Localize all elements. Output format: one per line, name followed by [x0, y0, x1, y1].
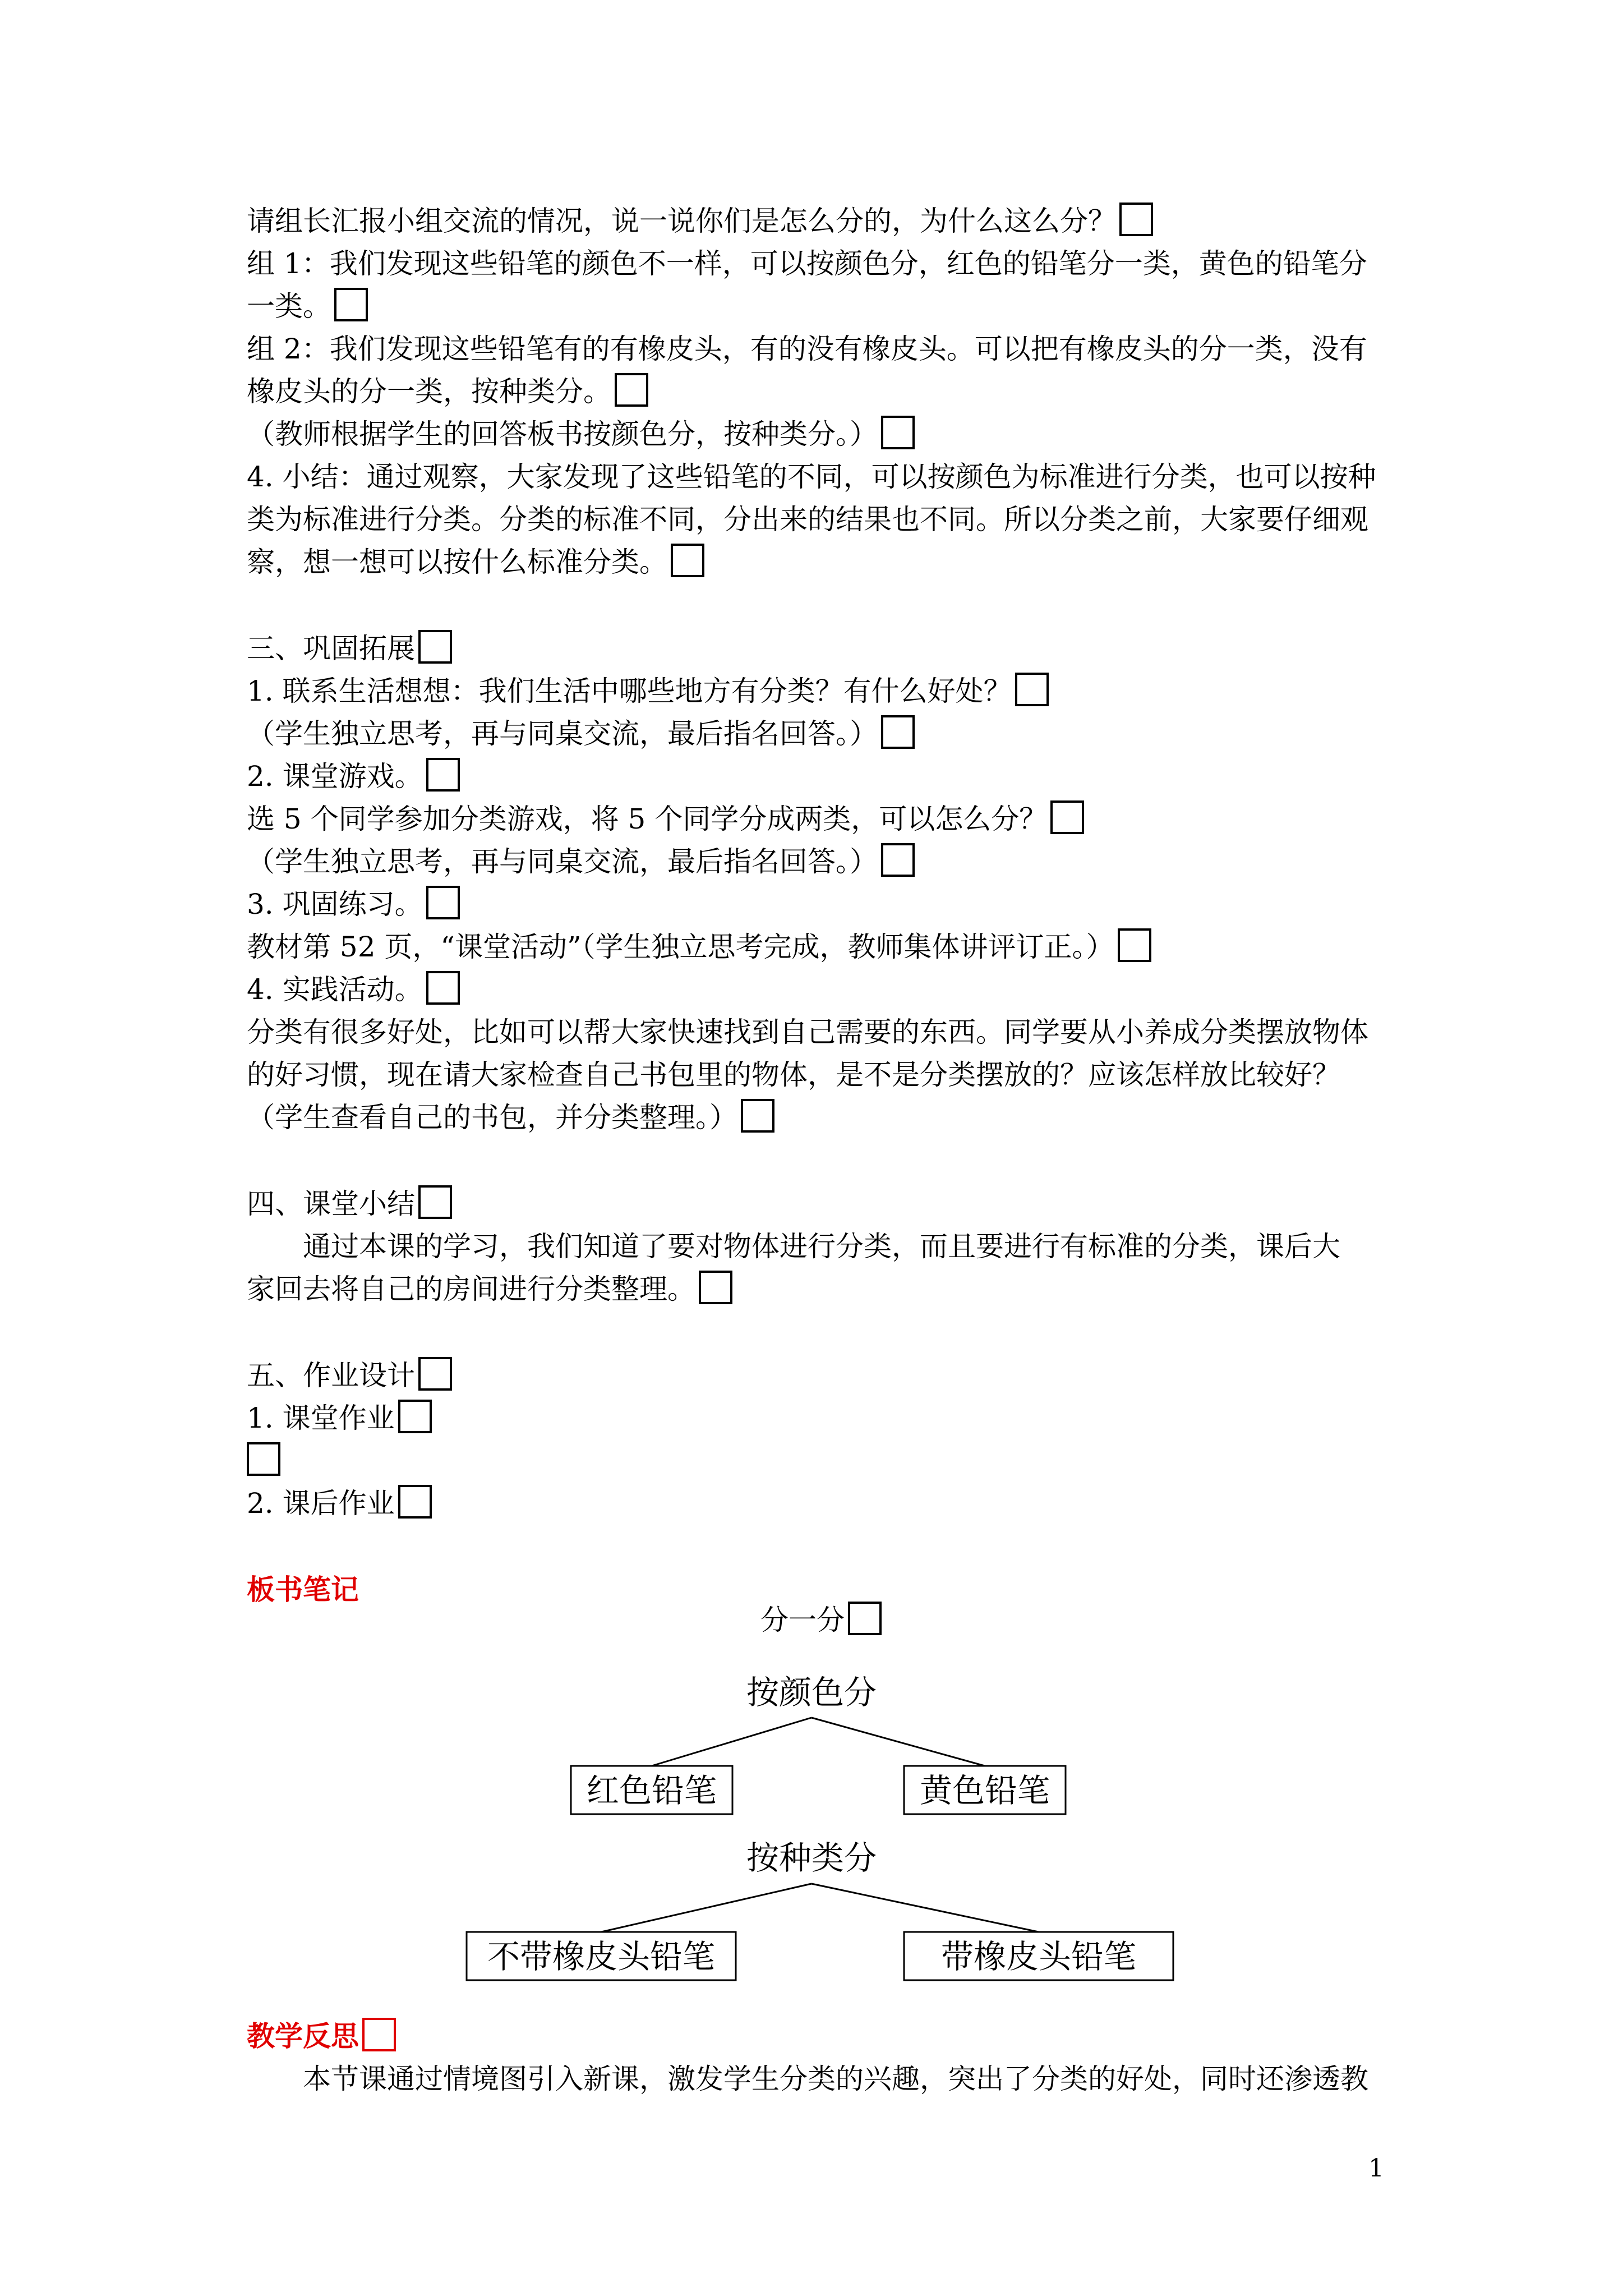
text-line: 教材第 52 页，“课堂活动”（学生独立思考完成，教师集体讲评订正。） — [247, 926, 1402, 968]
checkbox[interactable] — [398, 1400, 432, 1433]
checkbox[interactable] — [426, 758, 460, 792]
text-line: 橡皮头的分一类，按种类分。 — [247, 370, 1402, 413]
text-line: 组 2：我们发现这些铅笔有的有橡皮头，有的没有橡皮头。可以把有橡皮头的分一类，没有 — [247, 333, 1367, 365]
text-line: 分类有很多好处，比如可以帮大家快速找到自己需要的东西。同学要从小养成分类摆放物体 — [247, 1016, 1368, 1048]
branch-line — [811, 1718, 985, 1766]
checkbox[interactable] — [1118, 928, 1151, 962]
branch-line — [652, 1718, 811, 1766]
checkbox[interactable] — [1050, 800, 1084, 834]
checkbox[interactable] — [699, 1271, 732, 1304]
text-line: 4. 小结：通过观察，大家发现了这些铅笔的不同，可以按颜色为标准进行分类，也可以按种 — [247, 461, 1376, 493]
text-line: 2. 课后作业 — [247, 1482, 1402, 1525]
checkbox[interactable] — [247, 1442, 280, 1476]
text-line: 4. 实践活动。 — [247, 968, 1402, 1011]
checkbox[interactable] — [418, 630, 452, 664]
reflection-text: 本节课通过情境图引入新课，激发学生分类的兴趣，突出了分类的好处，同时还渗透教 — [303, 2063, 1368, 2095]
board-heading: 板书笔记 — [247, 1573, 359, 1606]
text-line: （教师根据学生的回答板书按颜色分，按种类分。） — [247, 413, 1402, 455]
text-line: （学生独立思考，再与同桌交流，最后指名回答。） — [247, 712, 1402, 755]
section-heading: 四、课堂小结 — [247, 1182, 1402, 1225]
checkbox[interactable] — [418, 1185, 452, 1219]
branch-line — [811, 1884, 1039, 1932]
text-line: 家回去将自己的房间进行分类整理。 — [247, 1268, 1402, 1310]
color-label: 按颜色分 — [746, 1673, 877, 1711]
blank-line — [247, 1439, 1402, 1482]
text-line: 类为标准进行分类。分类的标准不同，分出来的结果也不同。所以分类之前，大家要仔细观 — [247, 503, 1368, 536]
text-line: （学生独立思考，再与同桌交流，最后指名回答。） — [247, 840, 1402, 883]
page-number: 1 — [1368, 2154, 1384, 2183]
kind-label: 按种类分 — [746, 1839, 877, 1877]
text-line: 一类。 — [247, 285, 1402, 328]
branch-line — [601, 1884, 811, 1932]
checkbox[interactable] — [1015, 673, 1049, 706]
text-line: 2. 课堂游戏。 — [247, 755, 1402, 798]
text-line: （学生查看自己的书包，并分类整理。） — [247, 1096, 1402, 1139]
red-pencil-label: 红色铅笔 — [586, 1772, 717, 1810]
with-eraser-label: 带橡皮头铅笔 — [940, 1938, 1137, 1976]
checkbox[interactable] — [881, 843, 915, 877]
checkbox[interactable] — [398, 1485, 432, 1519]
text-line: 1. 联系生活想想：我们生活中哪些地方有分类？有什么好处？ — [247, 670, 1402, 712]
checkbox[interactable] — [881, 715, 915, 749]
checkbox[interactable] — [418, 1357, 452, 1391]
checkbox[interactable] — [362, 2018, 396, 2051]
checkbox[interactable] — [615, 373, 648, 407]
section-heading: 三、巩固拓展 — [247, 627, 1402, 670]
checkbox[interactable] — [881, 416, 915, 449]
text-line: 请组长汇报小组交流的情况，说一说你们是怎么分的，为什么这么分？ — [247, 200, 1402, 242]
text-line: 1. 课堂作业 — [247, 1397, 1402, 1439]
board-diagram — [0, 1593, 1623, 1997]
text-line: 通过本课的学习，我们知道了要对物体进行分类，而且要进行有标准的分类，课后大 — [303, 1230, 1340, 1263]
checkbox[interactable] — [1119, 203, 1153, 236]
reflection-heading: 教学反思 — [247, 2015, 1402, 2058]
checkbox[interactable] — [334, 288, 368, 321]
checkbox[interactable] — [671, 544, 704, 577]
text-line: 察，想一想可以按什么标准分类。 — [247, 541, 1402, 583]
no-eraser-label: 不带橡皮头铅笔 — [487, 1938, 716, 1976]
board-title: 分一分 — [760, 1599, 882, 1641]
text-line: 的好习惯，现在请大家检查自己书包里的物体，是不是分类摆放的？应该怎样放比较好？ — [247, 1059, 1340, 1091]
text-line: 组 1：我们发现这些铅笔的颜色不一样，可以按颜色分，红色的铅笔分一类，黄色的铅笔分 — [247, 247, 1367, 280]
checkbox[interactable] — [741, 1099, 774, 1133]
checkbox[interactable] — [426, 971, 460, 1005]
section-heading: 五、作业设计 — [247, 1354, 1402, 1397]
yellow-pencil-label: 黄色铅笔 — [919, 1772, 1050, 1810]
text-line: 选 5 个同学参加分类游戏，将 5 个同学分成两类，可以怎么分？ — [247, 798, 1402, 840]
checkbox[interactable] — [426, 886, 460, 919]
text-line: 3. 巩固练习。 — [247, 883, 1402, 926]
